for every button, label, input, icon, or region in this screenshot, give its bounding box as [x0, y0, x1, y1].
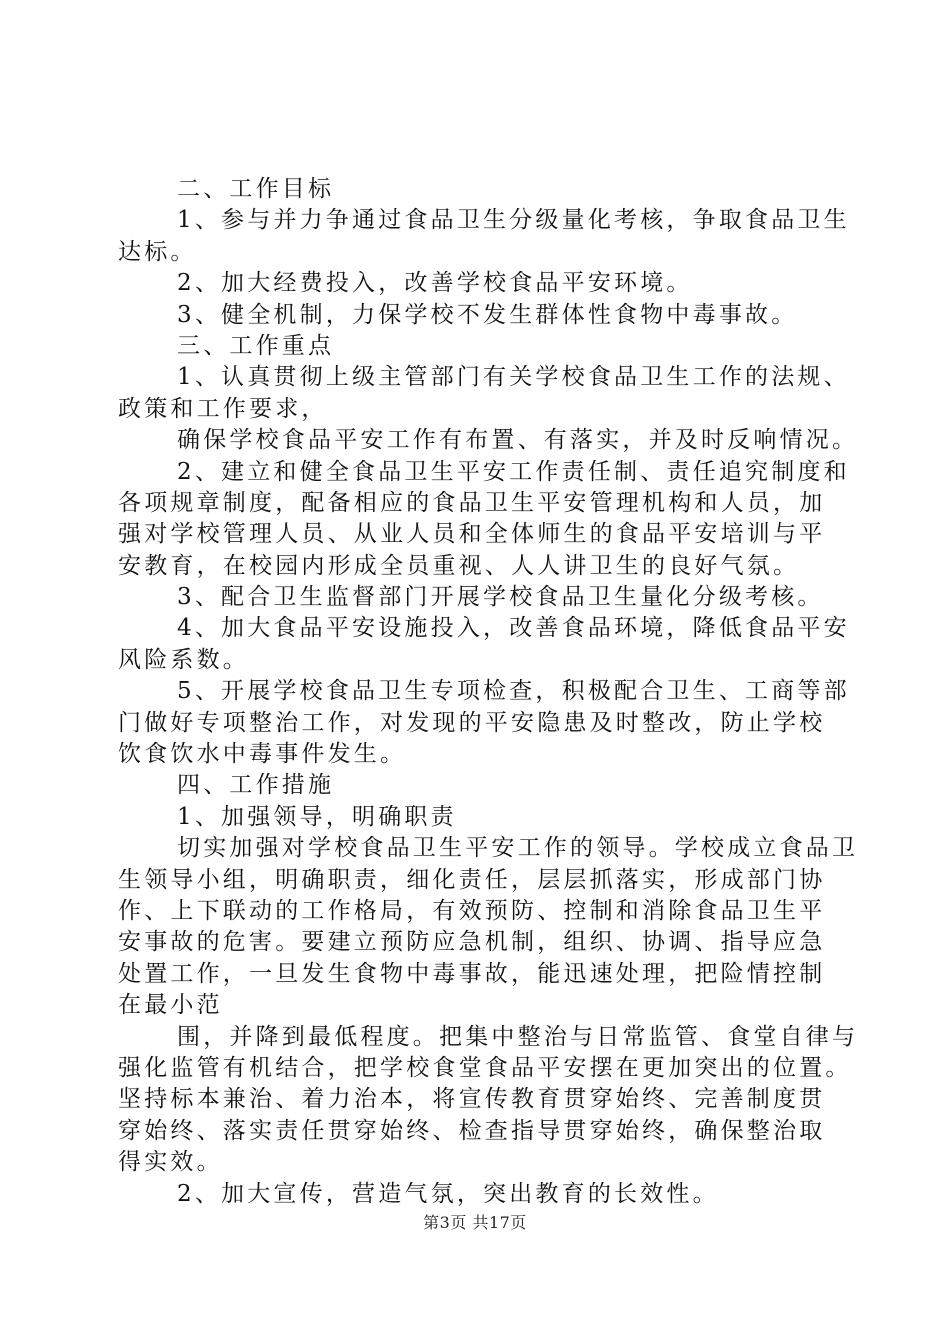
- paragraph-line: 安教育，在校园内形成全员重视、人人讲卫生的良好气氛。: [118, 552, 800, 579]
- page-number-footer: 第3页 共17页: [423, 1213, 527, 1232]
- paragraph-line: 穿始终、落实责任贯穿始终、检查指导贯穿始终，确保整治取: [118, 1117, 826, 1144]
- paragraph-line: 饮食饮水中毒事件发生。: [118, 741, 407, 768]
- paragraph-line: 切实加强对学校食品卫生平安工作的领导。学校成立食品卫: [177, 835, 859, 862]
- paragraph-line: 强对学校管理人员、从业人员和全体师生的食品平安培训与平: [118, 521, 826, 548]
- paragraph-line: 门做好专项整治工作，对发现的平安隐患及时整改，防止学校: [118, 709, 826, 736]
- paragraph-line: 安事故的危害。要建立预防应急机制，组织、协调、指导应急: [118, 929, 826, 956]
- paragraph-line: 强化监管有机结合，把学校食堂食品平安摆在更加突出的位置。: [118, 1054, 852, 1081]
- subsection-heading: 1、加强领导，明确职责: [177, 803, 457, 830]
- paragraph-line: 在最小范: [118, 992, 223, 1019]
- section-heading: 二、工作目标: [177, 176, 335, 202]
- paragraph-line: 确保学校食品平安工作有布置、有落实，并及时反响情况。: [177, 427, 859, 454]
- paragraph-line: 4、加大食品平安设施投入，改善食品环境，降低食品平安: [177, 615, 850, 642]
- paragraph-line: 5、开展学校食品卫生专项检查，积极配合卫生、工商等部: [177, 678, 850, 705]
- section-heading: 三、工作重点: [177, 332, 335, 359]
- paragraph-line: 风险系数。: [118, 646, 249, 673]
- paragraph-line: 作、上下联动的工作格局，有效预防、控制和消除食品卫生平: [118, 897, 826, 924]
- paragraph-line: 生领导小组，明确职责，细化责任，层层抓落实，形成部门协: [118, 866, 826, 893]
- paragraph-line: 达标。: [118, 238, 197, 265]
- paragraph-line: 2、加大经费投入，改善学校食品平安环境。: [177, 270, 693, 297]
- section-heading: 四、工作措施: [177, 772, 335, 799]
- paragraph-line: 围，并降到最低程度。把集中整治与日常监管、食堂自律与: [177, 1023, 859, 1050]
- paragraph-line: 1、参与并力争通过食品卫生分级量化考核，争取食品卫生: [177, 207, 850, 234]
- paragraph-line: 处置工作，一旦发生食物中毒事故，能迅速处理，把险情控制: [118, 960, 826, 987]
- paragraph-line: 3、配合卫生监督部门开展学校食品卫生量化分级考核。: [177, 584, 824, 611]
- paragraph-line: 坚持标本兼治、着力治本，将宣传教育贯穿始终、完善制度贯: [118, 1086, 826, 1113]
- paragraph-line: 得实效。: [118, 1149, 223, 1176]
- paragraph-line: 3、健全机制，力保学校不发生群体性食物中毒事故。: [177, 301, 798, 328]
- subsection-heading: 2、加大宣传，营造气氛，突出教育的长效性。: [177, 1180, 719, 1207]
- paragraph-line: 2、建立和健全食品卫生平安工作责任制、责任追究制度和: [177, 458, 850, 485]
- document-body: [0, 174, 950, 1210]
- paragraph-line: 政策和工作要求，: [118, 395, 328, 422]
- paragraph-line: 1、认真贯彻上级主管部门有关学校食品卫生工作的法规、: [177, 364, 850, 391]
- paragraph-line: 各项规章制度，配备相应的食品卫生平安管理机构和人员，加: [118, 489, 826, 516]
